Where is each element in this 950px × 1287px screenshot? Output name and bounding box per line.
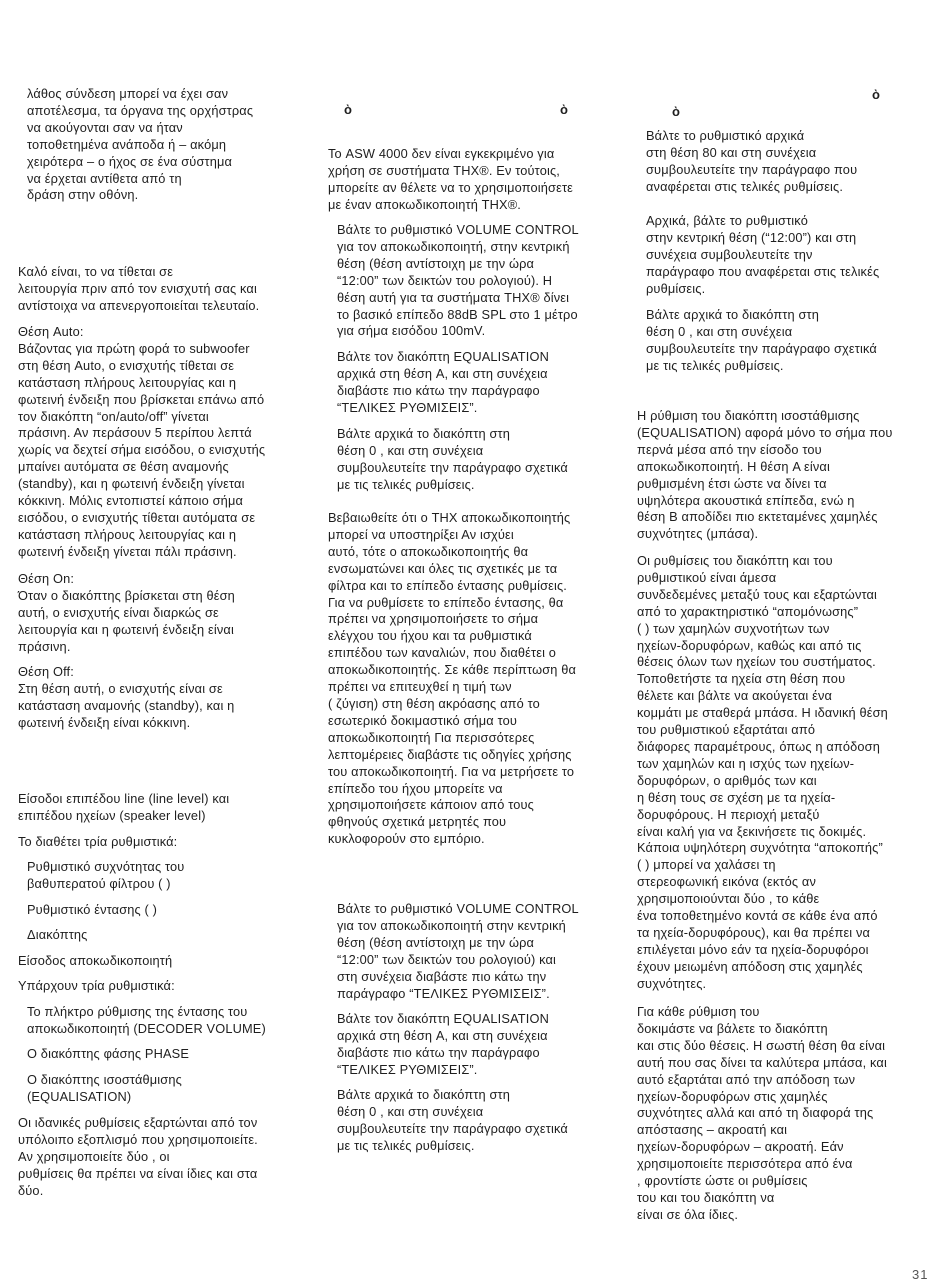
paragraph-switch-zero-2: Βάλτε αρχικά το διακόπτη στη θέση 0 , και στη συνέχεια συμβουλευτείτε την παράγραφο σχετικά με τις τελικές ρυθμίσεις. (337, 1087, 568, 1153)
paragraph-equalisation-a: Βάλτε τον διακόπτη EQUALISATION αρχικά στη θέση A, και στη συνέχεια διαβάστε πιο κάτω την παράγραφο “ΤΕΛΙΚΕΣ ΡΥΘΜΙΣΕΙΣ”. (337, 349, 549, 415)
paragraph-three-settings: Υπάρχουν τρία ρυθμιστικά: (18, 978, 175, 993)
paragraph-off-position: Θέση Off: Στη θέση αυτή, ο ενισχυτής είναι σε κατάσταση αναμονής (standby), και η φωτεινή ένδειξη είναι κόκκινη. (18, 664, 235, 730)
page-number: 31 (912, 1267, 929, 1282)
list-item-decoder-volume: Το πλήκτρο ρύθμισης της έντασης του αποκωδικοποιητή (DECODER VOLUME) (27, 1004, 266, 1036)
paragraph-phase-testing: Για κάθε ρύθμιση του δοκιμάστε να βάλετε το διακόπτη και στις δύο θέσεις. Η σωστή θέση θα είναι αυτή που σας δίνει τα καλύτερα μπάσα, και αυτό εξαρτάται από την απόδοση των ηχείων-δορυφόρων στις χαμηλές συχνότητες αλλά και από τη διαφορά της απόστασης – ακροατή και ηχείων-δορυφόρων – ακροατή. Εάν χρησιμοποιείτε περισσότερα από ένα , φροντίστε ώστε οι ρυθμίσεις του και του διακόπτη να είναι σε όλα ίδιες. (637, 1004, 887, 1222)
paragraph-switch-zero-3: Βάλτε αρχικά το διακόπτη στη θέση 0 , και στη συνέχεια συμβουλευτείτε την παράγραφο σχετικά με τις τελικές ρυθμίσεις. (646, 307, 877, 373)
list-item-equalisation-switch: Ο διακόπτης ισοστάθμισης (EQUALISATION) (27, 1072, 182, 1104)
section-marker: ὸ (672, 104, 681, 119)
list-item-crossover-control: Ρυθμιστικό συχνότητας του βαθυπερατού φίλτρου ( ) (27, 859, 185, 891)
list-item-switch: Διακόπτης (27, 927, 88, 942)
paragraph-crossover-settings: Οι ρυθμίσεις του διακόπτη και του ρυθμιστικού είναι άμεσα συνδεδεμένες μεταξύ τους και εξαρτώνται από το χαρακτηριστικό “απομόνωσης” ( ) των χαμηλών συχνοτήτων των ηχείων-δορυφόρων, καθώς και από τις θέσεις όλων των ηχείων του συστήματος. Τοποθετήστε τα ηχεία στη θέση που θέλετε και βάλτε να ακούγεται ένα κομμάτι με σταθερά μπάσα. Η ιδανική θέση του ρυθμιστικού εξαρτάται από διάφορες παραμέτρους, όπως η απόδοση των χαμηλών και η ισχύς των ηχείων- δορυφόρων, ο αριθμός των και η θέση τους σε σχέση με τα ηχεία- δορυφόρους. Η περιοχή μεταξύ είναι καλή για να ξεκινήσετε τις δοκιμές. Κάποια υψηλότερη συχνότητα “αποκοπής” ( ) μπορεί να χαλάσει τη στερεοφωνική εικόνα (εκτός αν χρησιμοποιούνται δύο , το κάθε ένα τοποθετημένο κοντά σε κάθε ένα από τα ηχεία-δορυφόρους), και θα πρέπει να επιλέγεται μόνο εάν τα ηχεία-δορυφόροι έχουν μειωμένη απόδοση στις χαμηλές συχνότητες. (637, 553, 888, 991)
paragraph-thx-note: Το ASW 4000 δεν είναι εγκεκριμένο για χρήση σε συστήματα THX®. Εν τούτοις, μπορείτε αν θέλετε να το χρησιμοποιήσετε με έναν αποκωδικοποιητή THX®. (328, 146, 574, 212)
paragraph-volume-control-thx: Βάλτε το ρυθμιστικό VOLUME CONTROL για τον αποκωδικοποιητή, στην κεντρική θέση (θέση αντίστοιχη με την ώρα “12:00” των δεικτών του ρολογιού). Η θέση αυτή για τα συστήματα THX® δίνει το βασικό επίπεδο 88dB SPL στο 1 μέτρο για σήμα εισόδου 100mV. (337, 222, 579, 339)
paragraph-input-levels: Είσοδοι επιπέδου line (line level) και επιπέδου ηχείων (speaker level) (18, 791, 230, 823)
paragraph-mismatch-effect: λάθος σύνδεση μπορεί να έχει σαν αποτέλεσμα, τα όργανα της ορχήστρας να ακούγονται σαν να ήταν τοποθετημένα ανάποδα ή – ακόμη χειρότερα – ο ήχος σε ένα σύστημα να έρχεται αντίθετα από τη δράση στην οθόνη. (27, 86, 254, 203)
paragraph-ideal-settings: Οι ιδανικές ρυθμίσεις εξαρτώνται από τον υπόλοιπο εξοπλισμό που χρησιμοποιείτε. Αν χρησιμοποιείτε δύο , οι ρυθμίσεις θα πρέπει να είναι ίδιες και στα δύο. (18, 1115, 258, 1198)
paragraph-decoder-input: Είσοδος αποκωδικοποιητή (18, 953, 173, 968)
paragraph-on-position: Θέση On: Όταν ο διακόπτης βρίσκεται στη θέση αυτή, ο ενισχυτής είναι διαρκώς σε λειτουργία και η φωτεινή ένδειξη είναι πράσινη. (18, 571, 235, 654)
list-item-phase-switch: Ο διακόπτης φάσης PHASE (27, 1046, 190, 1061)
paragraph-switch-zero: Βάλτε αρχικά το διακόπτη στη θέση 0 , και στη συνέχεια συμβουλευτείτε την παράγραφο σχετικά με τις τελικές ρυθμίσεις. (337, 426, 568, 492)
section-marker: ὸ (344, 102, 353, 117)
paragraph-power-order: Καλό είναι, το να τίθεται σε λειτουργία πριν από τον ενισχυτή σας και αντίστοιχα να απενεργοποιείται τελευταίο. (18, 264, 260, 313)
paragraph-equalisation-a-2: Βάλτε τον διακόπτη EQUALISATION αρχικά στη θέση A, και στη συνέχεια διαβάστε πιο κάτω την παράγραφο “ΤΕΛΙΚΕΣ ΡΥΘΜΙΣΕΙΣ”. (337, 1011, 549, 1077)
section-marker: ὸ (560, 102, 569, 117)
paragraph-equalisation-info: Η ρύθμιση του διακόπτη ισοστάθμισης (EQUALISATION) αφορά μόνο το σήμα που περνά μέσα από την είσοδο του αποκωδικοποιητή. Η θέση A είναι ρυθμισμένη έτσι ώστε να δίνει τα υψηλότερα ακουστικά επίπεδα, ενώ η θέση B αποδίδει πιο εκτεταμένες χαμηλές συχνότητες (μπάσα). (637, 408, 893, 542)
section-marker: ὸ (872, 87, 881, 102)
paragraph-three-controls: Το διαθέτει τρία ρυθμιστικά: (18, 834, 178, 849)
paragraph-thx-decoder: Βεβαιωθείτε ότι ο THX αποκωδικοποιητής μπορεί να υποστηρίξει Αν ισχύει αυτό, τότε ο αποκωδικοποιητής θα ενσωματώνει και όλες τις σχετικές με τα φίλτρα και το επίπεδο έντασης ρυθμίσεις. Για να ρυθμίσετε το επίπεδο έντασης, θα πρέπει να χρησιμοποιήσετε το σήμα ελέγχου του ήχου και τα ρυθμιστικά επιπέδου των καναλιών, που διαθέτει ο αποκωδικοποιητής. Σε κάθε περίπτωση θα πρέπει να επιτευχθεί η τιμή των ( ζύγιση) στη θέση ακρόασης από το εσωτερικό δοκιμαστικό σήμα του αποκωδικοποιητή Για περισσότερες λεπτομέρειες διαβάστε τις οδηγίες χρήσης του αποκωδικοποιητή. Για να μετρήσετε το επίπεδο του ήχου μπορείτε να χρησιμοποιήσετε κάποιον από τους φθηνούς σχετικά μετρητές που κυκλοφορούν στο εμπόριο. (328, 510, 577, 847)
paragraph-auto-position: Θέση Auto: Βάζοντας για πρώτη φορά το subwoofer στη θέση Auto, ο ενισχυτής τίθεται σε κατάσταση πλήρους λειτουργίας και η φωτεινή ένδειξη που βρίσκεται επάνω από τον διακόπτη “on/auto/off” γίνεται πράσινη. Αν περάσουν 5 περίπου λεπτά χωρίς να δεχτεί σήμα εισόδου, ο ενισχυτής μπαίνει αυτόματα σε θέση αναμονής (standby), και η φωτεινή ένδειξη γίνεται κόκκινη. Μόλις εντοπιστεί κάποιο σήμα εισόδου, ο ενισχυτής τίθεται αυτόματα σε κατάσταση πλήρους λειτουργίας και η φωτεινή ένδειξη γίνεται πάλι πράσινη. (18, 324, 266, 559)
list-item-volume-control: Ρυθμιστικό έντασης ( ) (27, 902, 158, 917)
paragraph-crossover-80: Βάλτε το ρυθμιστικό αρχικά στη θέση 80 και στη συνέχεια συμβουλευτείτε την παράγραφο που αναφέρεται στις τελικές ρυθμίσεις. (646, 128, 858, 194)
paragraph-centre-position: Αρχικά, βάλτε το ρυθμιστικό στην κεντρική θέση (“12:00”) και στη συνέχεια συμβουλευτείτε την παράγραφο που αναφέρεται στις τελικές ρυθμίσεις. (646, 213, 880, 296)
paragraph-volume-control-centre: Βάλτε το ρυθμιστικό VOLUME CONTROL για τον αποκωδικοποιητή στην κεντρική θέση (θέση αντίστοιχη με την ώρα “12:00” των δεικτών του ρολογιού) και στη συνέχεια διαβάστε πιο κάτω την παράγραφο “ΤΕΛΙΚΕΣ ΡΥΘΜΙΣΕΙΣ”. (337, 901, 579, 1001)
